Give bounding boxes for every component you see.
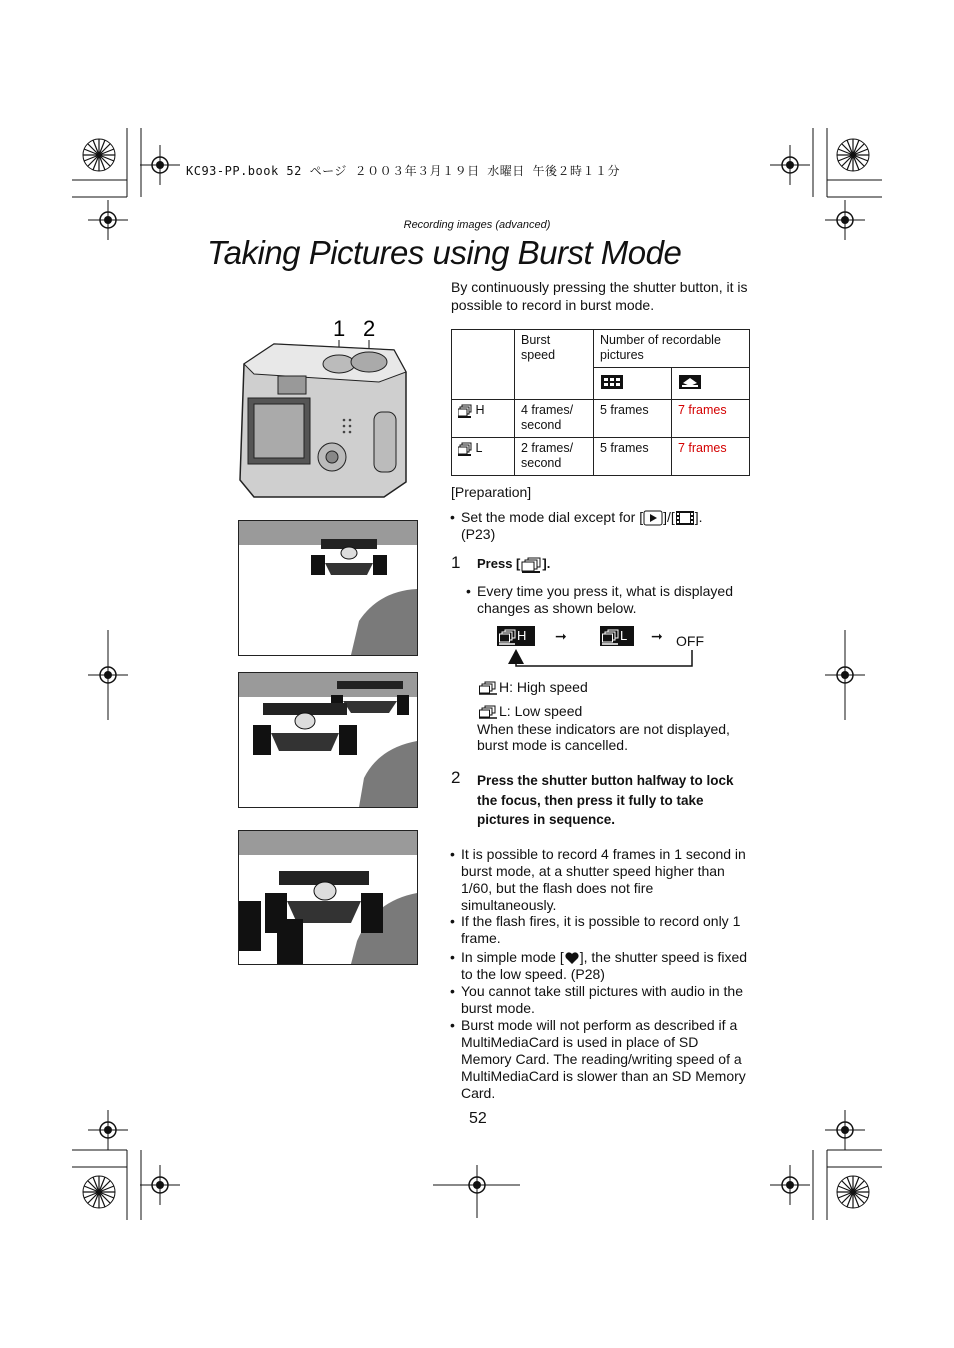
- note-4: • Burst mode will not perform as described if a MultiMediaCard is used in place of SD Memory Card. The reading/writing speed of a MultiMediaCard is slower than an SD Memory Card.: [450, 1017, 746, 1101]
- burst-h-icon: H: [452, 400, 515, 438]
- step-2-number: 2: [451, 768, 461, 787]
- step-1-text: Press [ ].: [477, 556, 551, 571]
- burst-icon: [520, 557, 542, 573]
- prep-bullet: • Set the mode dial except for [ ]/[ ]. (P23): [450, 509, 703, 543]
- note-simple-mode: • In simple mode [ ], the shutter speed is fixed to the low speed. (P28): [450, 949, 748, 982]
- burst-photo-2: [238, 672, 418, 808]
- table-corner: [452, 330, 515, 400]
- callout-1: 1: [333, 316, 346, 341]
- burst-photo-3: [238, 830, 418, 965]
- arrow-right-icon: ➞: [555, 628, 567, 644]
- table-cell: 5 frames: [594, 400, 672, 438]
- note-1: • It is possible to record 4 frames in 1 second in burst mode, at a shutter speed higher than 1/60, but the flash does not fire simultaneously.: [450, 846, 746, 913]
- table-cell: 4 frames/ second: [515, 400, 594, 438]
- legend-high: H: High speed: [479, 679, 588, 696]
- intro-text: By continuously pressing the shutter button, it is possible to record in burst mode.: [451, 279, 748, 313]
- page-title: Taking Pictures using Burst Mode: [207, 234, 682, 271]
- legend-note: When these indicators are not displayed, burst mode is cancelled.: [477, 721, 730, 753]
- quality-fine-icon: [594, 368, 672, 400]
- callout-2: 2: [363, 316, 376, 341]
- note-2: • If the flash fires, it is possible to record only 1 frame.: [450, 913, 741, 946]
- cycle-off-label: OFF: [676, 633, 704, 649]
- section-title: Recording images (advanced): [403, 219, 551, 231]
- quality-standard-icon: [671, 368, 749, 400]
- burst-h-display-icon: H: [497, 626, 535, 646]
- preparation-label: [Preparation]: [451, 484, 532, 500]
- page-number: 52: [469, 1110, 487, 1127]
- play-mode-icon: [643, 510, 663, 526]
- arrow-right-icon: ➞: [651, 628, 663, 644]
- table-cell: 2 frames/ second: [515, 438, 594, 476]
- step-1-bullet: • Every time you press it, what is displayed changes as shown below.: [466, 583, 733, 616]
- burst-l-icon: L: [452, 438, 515, 476]
- step-1-number: 1: [451, 553, 461, 572]
- burst-photo-1: [238, 520, 418, 656]
- step-2-text: Press the shutter button halfway to lock the focus, then press it fully to take pictures in sequence.: [477, 773, 734, 827]
- movie-mode-icon: [675, 510, 695, 526]
- header-number: Number of recordable pictures: [594, 330, 750, 368]
- header-speed: Burst speed: [515, 330, 594, 400]
- burst-l-display-icon: L: [600, 626, 634, 646]
- note-3: • You cannot take still pictures with audio in the burst mode.: [450, 983, 743, 1016]
- file-info-header: KC93-PP.book 52 ページ ２００３年３月１９日 水曜日 午後２時１１分: [186, 164, 621, 178]
- heart-icon: [564, 951, 580, 965]
- camera-illustration: [234, 312, 414, 502]
- table-cell: 7 frames: [671, 400, 749, 438]
- table-cell: 5 frames: [594, 438, 672, 476]
- legend-low: L: Low speed: [479, 703, 582, 720]
- table-cell: 7 frames: [671, 438, 749, 476]
- cycle-return-arrow: [505, 646, 705, 676]
- burst-table: [451, 329, 750, 476]
